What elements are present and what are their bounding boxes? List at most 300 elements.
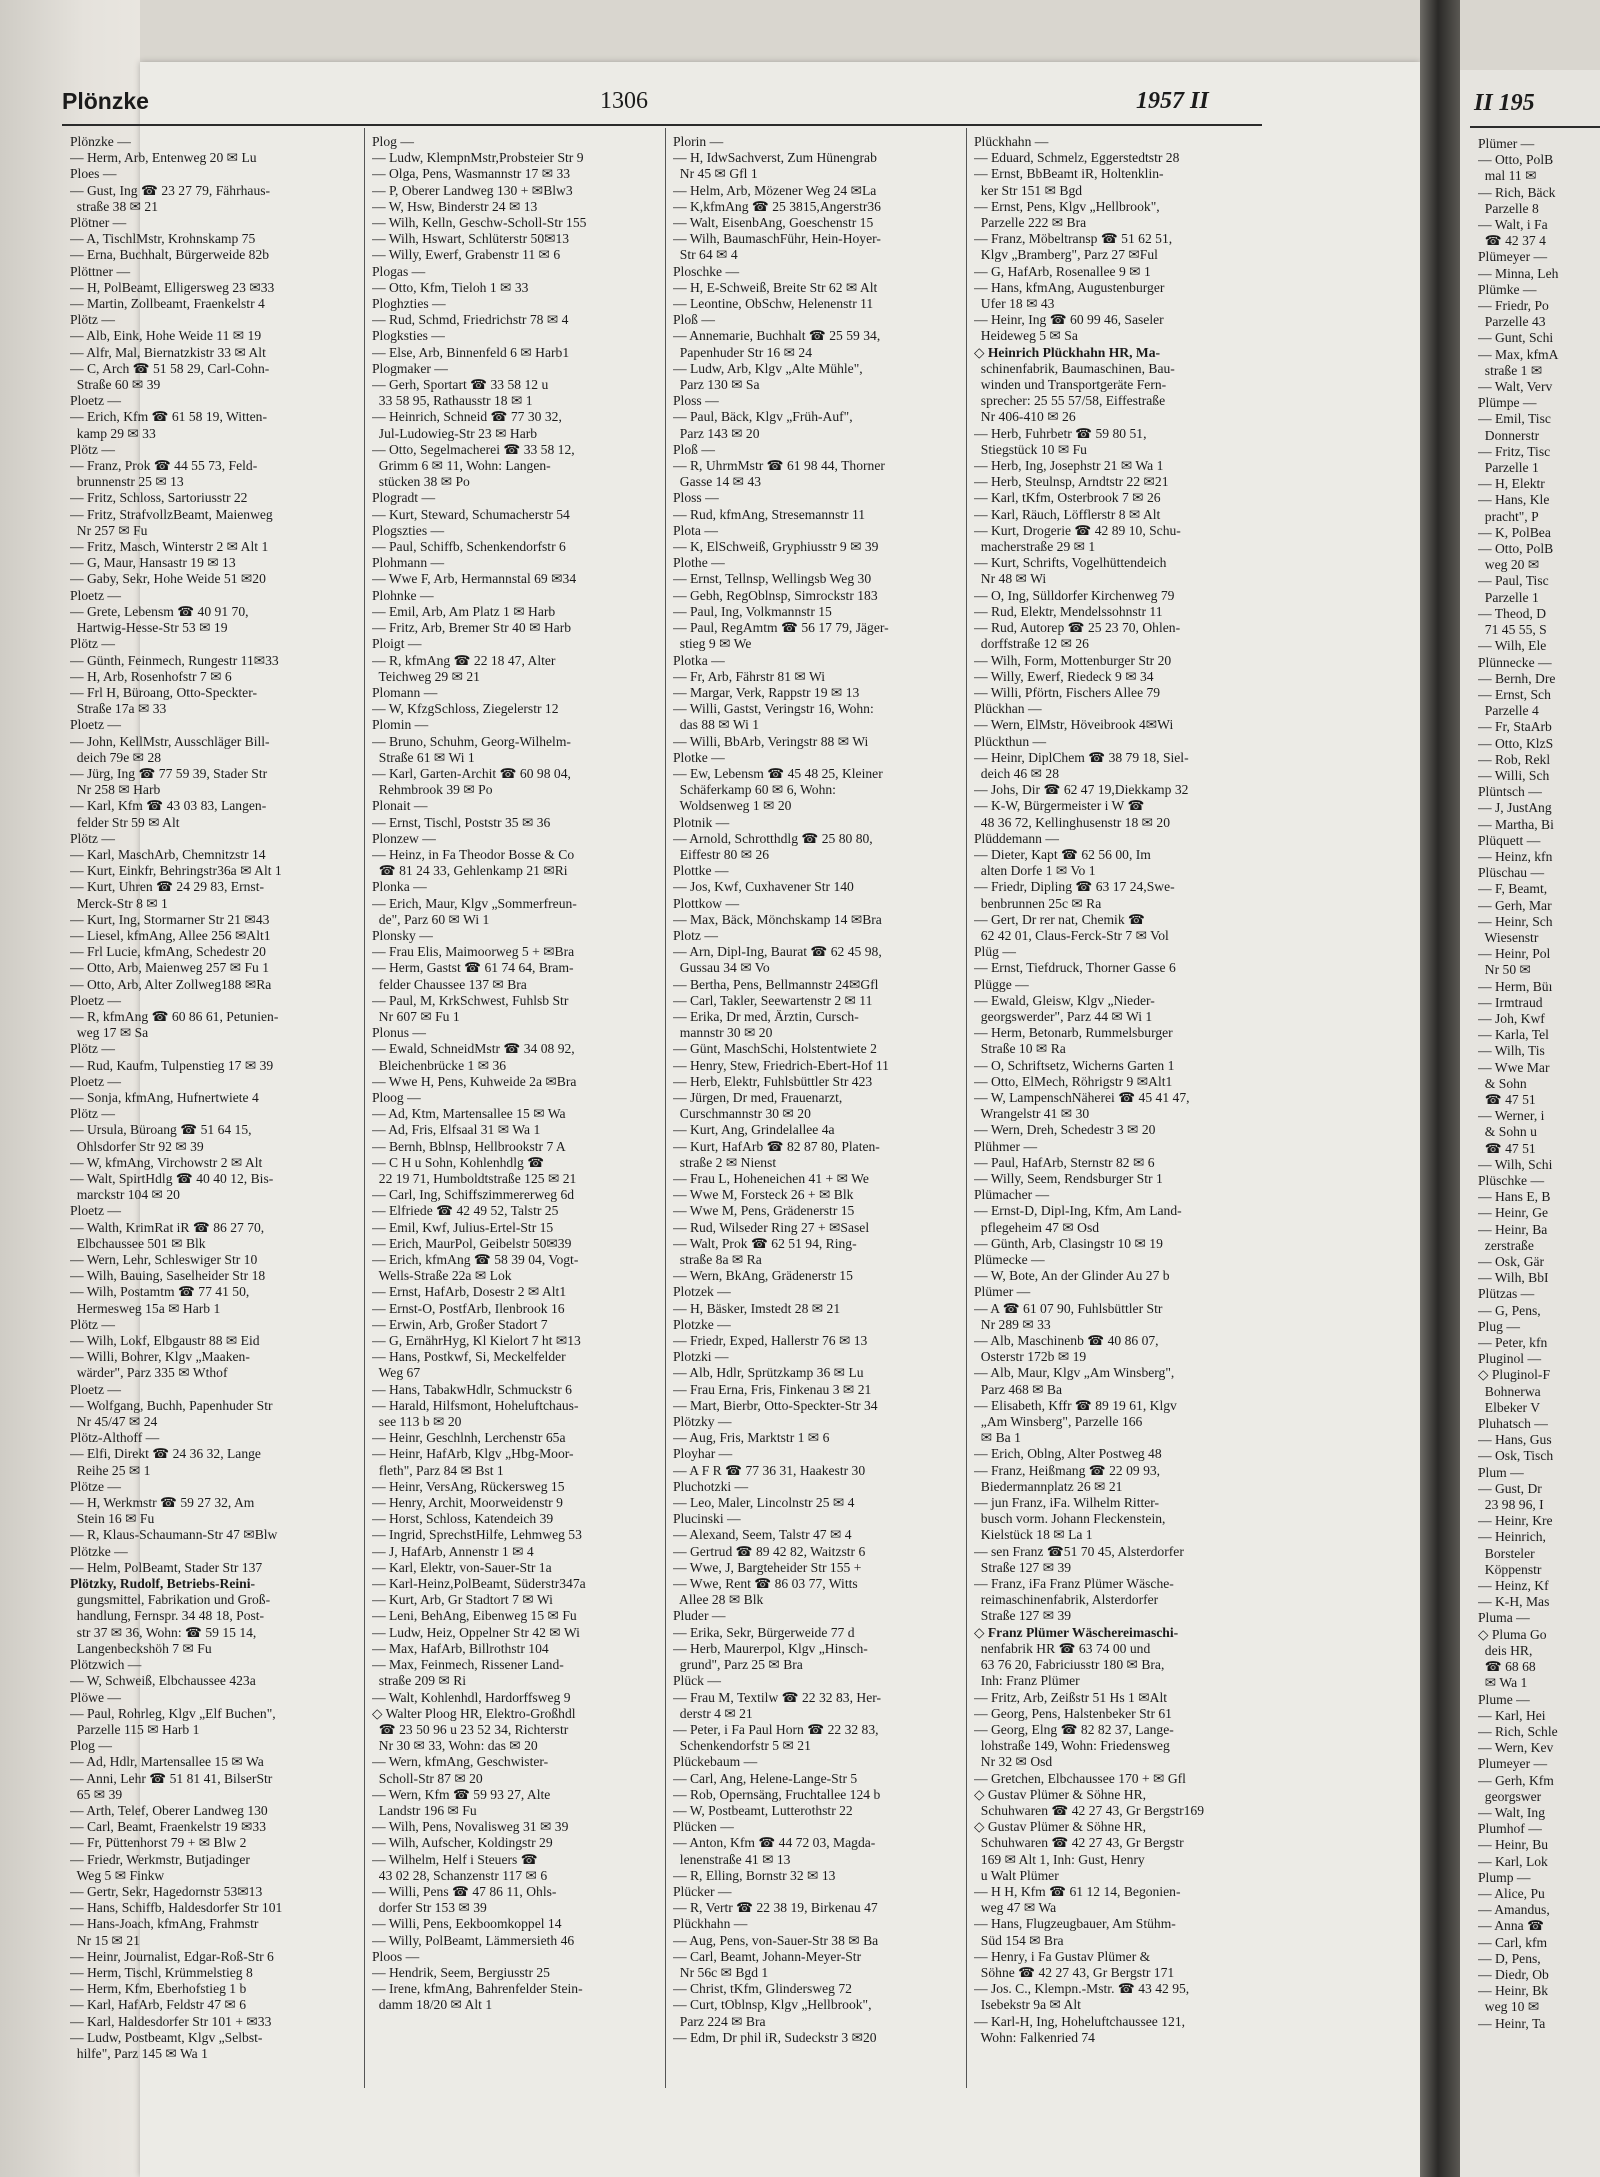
- directory-entry-line: — W, Bote, An der Glinder Au 27 b: [974, 1268, 1170, 1284]
- directory-entry-line: — A F R ☎ 77 36 31, Haakestr 30: [673, 1462, 866, 1478]
- directory-entry-line: Süd 154 ✉ Bra: [974, 1932, 1064, 1948]
- directory-entry-line: Plonait —: [372, 798, 428, 814]
- directory-entry-line: Plötzky —: [673, 1414, 732, 1430]
- directory-entry-line: georgswer: [1478, 1788, 1542, 1804]
- directory-entry-line: — Heinz, Kf: [1478, 1578, 1549, 1594]
- directory-entry-line: Hermesweg 15a ✉ Harb 1: [70, 1300, 221, 1316]
- directory-entry-line: Wohn: Falkenried 74: [974, 2029, 1095, 2045]
- directory-entry-line: & Sohn u: [1478, 1124, 1537, 1140]
- directory-entry-line: grund", Parz 25 ✉ Bra: [673, 1657, 803, 1673]
- directory-entry-line: — John, KellMstr, Ausschläger Bill-: [70, 733, 270, 749]
- directory-entry-line: — Jos, Kwf, Cuxhavener Str 140: [673, 879, 854, 895]
- directory-entry-line: fleth", Parz 84 ✉ Bst 1: [372, 1462, 504, 1478]
- directory-entry-line: — Wwe, Rent ☎ 86 03 77, Witts: [673, 1576, 858, 1592]
- directory-entry-line: Nr 48 ✉ Wi: [974, 571, 1047, 587]
- directory-entry-line: Plönzke —: [70, 134, 131, 149]
- directory-entry-line: — Herb, Fuhrbetr ☎ 59 80 51,: [974, 425, 1147, 441]
- directory-entry-line: — Alb, Maur, Klgv „Am Winsberg",: [974, 1365, 1175, 1381]
- directory-entry-line: Elbchaussee 501 ✉ Blk: [70, 1235, 206, 1251]
- directory-entry-line: — Margar, Verk, Rappstr 19 ✉ 13: [673, 684, 860, 700]
- directory-entry-line: — Paul, M, KrkSchwest, Fuhlsb Str: [372, 992, 569, 1008]
- directory-entry-line: Ploghzties —: [372, 296, 446, 312]
- directory-entry-line: — Erich, MaurPol, Geibelstr 50✉39: [372, 1235, 572, 1251]
- directory-entry-line: — Erich, kfmAng ☎ 58 39 04, Vogt-: [372, 1252, 579, 1268]
- directory-entry-line: kamp 29 ✉ 33: [70, 425, 156, 441]
- directory-entry-line: — Leontine, ObSchw, Helenenstr 11: [673, 296, 874, 312]
- directory-entry-line: — Otto, Segelmacherei ☎ 33 58 12,: [372, 441, 575, 457]
- directory-entry-line: — Alb, Hdlr, Sprützkamp 36 ✉ Lu: [673, 1365, 864, 1381]
- directory-entry-line: — Otto, Arb, Alter Zollweg188 ✉Ra: [70, 976, 272, 992]
- directory-entry-line: — Ludw, KlempnMstr,Probsteier Str 9: [372, 150, 584, 166]
- directory-entry-line: Plückthun —: [974, 733, 1047, 749]
- directory-entry-line: — Erna, Buchhalt, Bürgerweide 82b: [70, 247, 270, 263]
- directory-entry-line: u Walt Plümer: [974, 1867, 1059, 1883]
- directory-entry-line: Parzelle 8: [1478, 200, 1539, 216]
- directory-entry-line: — Wilh, Kelln, Geschw-Scholl-Str 155: [372, 215, 587, 231]
- directory-entry-line: Plogradt —: [372, 490, 436, 506]
- directory-entry-line: — Karl-Heinz,PolBeamt, Süderstr347a: [372, 1576, 586, 1592]
- directory-entry-line: brunnenstr 25 ✉ 13: [70, 474, 184, 490]
- directory-entry-line: Plücken —: [673, 1819, 734, 1835]
- directory-entry-line: — Wern, Kev: [1478, 1740, 1554, 1756]
- directory-entry-line: — Wilh, Hswart, Schlüterstr 50✉13: [372, 231, 570, 247]
- directory-entry-line: — Carl, Ang, Helene-Lange-Str 5: [673, 1770, 858, 1786]
- directory-entry-line: — R, kfmAng ☎ 60 86 61, Petunien-: [70, 1008, 279, 1024]
- directory-entry-line: Plückhahn —: [974, 134, 1049, 149]
- directory-entry-line: — Kurt, Drogerie ☎ 42 89 10, Schu-: [974, 522, 1181, 538]
- directory-entry-line: — Hans-Joach, kfmAng, Frahmstr: [70, 1916, 259, 1932]
- directory-entry-line: — Heinrich,: [1478, 1529, 1546, 1545]
- directory-entry-line: — Alexand, Seem, Talstr 47 ✉ 4: [673, 1527, 852, 1543]
- directory-entry-line: — F, Beamt,: [1478, 881, 1548, 897]
- directory-entry-line: — Wern, Lehr, Schleswiger Str 10: [70, 1252, 258, 1268]
- directory-entry-line: Plonzew —: [372, 830, 436, 846]
- directory-entry-line: Parz 468 ✉ Ba: [974, 1381, 1063, 1397]
- directory-entry-line: — Heinz, kfn: [1478, 848, 1553, 864]
- directory-entry-line: Ploetz —: [70, 1203, 121, 1219]
- directory-entry-line: Parz 224 ✉ Bra: [673, 2013, 766, 2029]
- directory-entry-line: lohstraße 149, Wohn: Friedensweg: [974, 1738, 1170, 1754]
- directory-entry-line: — Karla, Tel: [1478, 1027, 1549, 1043]
- directory-entry-line: Plötz —: [70, 312, 115, 328]
- directory-entry-line: — Heinr, Kre: [1478, 1513, 1553, 1529]
- directory-entry-line: straße 1 ✉: [1478, 362, 1543, 378]
- directory-entry-line: — Walt, Verv: [1478, 379, 1553, 395]
- directory-entry-line: — Herb, Ing, Josephstr 21 ✉ Wa 1: [974, 458, 1164, 474]
- directory-entry-line: schinenfabrik, Baumaschinen, Bau-: [974, 360, 1175, 376]
- directory-entry-line: Plog —: [70, 1738, 112, 1754]
- directory-entry-line: Plota —: [673, 522, 718, 538]
- directory-entry-line: — Ad, Fris, Elfsaal 31 ✉ Wa 1: [372, 1122, 541, 1138]
- directory-entry-line: — Alice, Pu: [1478, 1885, 1545, 1901]
- directory-entry-line: — Fritz, Schloss, Sartoriusstr 22: [70, 490, 248, 506]
- directory-entry-line: — Otto, PolB: [1478, 541, 1554, 557]
- directory-entry-line: Ploes —: [70, 166, 117, 182]
- directory-entry-line: — Ernst, Tiefdruck, Thorner Gasse 6: [974, 960, 1176, 976]
- directory-entry-line: Plogksties —: [372, 328, 445, 344]
- directory-entry-line: — G, Pens,: [1478, 1302, 1541, 1318]
- directory-entry-line: — Wilh, Tis: [1478, 1043, 1545, 1059]
- directory-entry-line: — Osk, Tisch: [1478, 1448, 1554, 1464]
- directory-entry-line: — Otto, ElMech, Röhrigstr 9 ✉Alt1: [974, 1073, 1173, 1089]
- directory-entry-line: — Gunt, Schi: [1478, 330, 1554, 346]
- directory-entry-line: Weg 5 ✉ Finkw: [70, 1867, 165, 1883]
- directory-entry-line: benbrunnen 25c ✉ Ra: [974, 895, 1102, 911]
- directory-entry-line: Inh: Franz Plümer: [974, 1673, 1080, 1689]
- directory-entry-line: Ploß —: [673, 312, 715, 328]
- directory-entry-line: 63 76 20, Fabriciusstr 180 ✉ Bra,: [974, 1657, 1165, 1673]
- directory-entry-line: — Walt, Kohlenhdl, Hardorffsweg 9: [372, 1689, 571, 1705]
- directory-entry-line: — Herm, Betonarb, Rummelsburger: [974, 1025, 1173, 1041]
- directory-entry-line: — K, ElSchweiß, Gryphiusstr 9 ✉ 39: [673, 539, 879, 555]
- directory-entry-line: — C, Arch ☎ 51 58 29, Carl-Cohn-: [70, 360, 270, 376]
- directory-entry-line: — G, ErnährHyg, Kl Kielort 7 ht ✉13: [372, 1333, 581, 1349]
- directory-entry-line: — Kurt, HafArb ☎ 82 87 80, Platen-: [673, 1138, 880, 1154]
- directory-entry-line: ☎ 81 24 33, Gehlenkamp 21 ✉Ri: [372, 863, 568, 879]
- directory-entry-line: — Heinr, Sch: [1478, 913, 1553, 929]
- directory-entry-line: Plug —: [1478, 1318, 1520, 1334]
- directory-entry-line: — Rud, Autorep ☎ 25 23 70, Ohlen-: [974, 620, 1181, 636]
- directory-entry-line: — Elfriede ☎ 42 49 52, Talstr 25: [372, 1203, 559, 1219]
- directory-entry-line: — R, kfmAng ☎ 22 18 47, Alter: [372, 652, 556, 668]
- directory-entry-line: — Johs, Dir ☎ 62 47 19,Diekkamp 32: [974, 782, 1189, 798]
- directory-entry-line: das 88 ✉ Wi 1: [673, 717, 760, 733]
- directory-entry-line: felder Str 59 ✉ Alt: [70, 814, 180, 830]
- adjacent-page: [1460, 70, 1600, 2177]
- directory-entry-line: Plume —: [1478, 1691, 1530, 1707]
- directory-entry-line: Plöwe —: [70, 1689, 121, 1705]
- directory-entry-line: ◇ Franz Plümer Wäschereimaschi-: [974, 1624, 1179, 1640]
- directory-entry-line: — W, Schweiß, Elbchaussee 423a: [70, 1673, 256, 1689]
- directory-entry-line: Stein 16 ✉ Fu: [70, 1511, 155, 1527]
- directory-entry-line: — Willi, Pens, Eekboomkoppel 14: [372, 1916, 562, 1932]
- directory-entry-line: Nr 258 ✉ Harb: [70, 782, 161, 798]
- directory-entry-line: Ploß —: [673, 441, 715, 457]
- directory-entry-line: — Karl, MaschArb, Chemnitzstr 14: [70, 846, 266, 862]
- directory-entry-line: — Henry, Archit, Moorweidenstr 9: [372, 1495, 563, 1511]
- directory-entry-line: — Sonja, kfmAng, Hufnertwiete 4: [70, 1089, 259, 1105]
- directory-entry-line: Plog —: [372, 134, 414, 149]
- directory-entry-line: — Erich, Kfm ☎ 61 58 19, Witten-: [70, 409, 267, 425]
- directory-entry-line: — Herb, Maurerpol, Klgv „Hinsch-: [673, 1640, 868, 1656]
- directory-entry-line: Plotzek —: [673, 1284, 731, 1300]
- directory-entry-line: — H, PolBeamt, Elligersweg 23 ✉33: [70, 279, 275, 295]
- directory-entry-line: — Paul, Tisc: [1478, 573, 1549, 589]
- directory-entry-line: Plötz —: [70, 1316, 115, 1332]
- directory-entry-line: — Hans, Schiffb, Haldesdorfer Str 101: [70, 1900, 283, 1916]
- directory-entry-line: — Gerh, Mar: [1478, 897, 1552, 913]
- directory-entry-line: — Paul, Schiffb, Schenkendorfstr 6: [372, 539, 566, 555]
- directory-entry-line: Osterstr 172b ✉ 19: [974, 1349, 1087, 1365]
- directory-entry-line: Plückhan —: [974, 701, 1042, 717]
- directory-entry-line: Heideweg 5 ✉ Sa: [974, 328, 1078, 344]
- directory-entry-line: — Rud, kfmAng, Stresemannstr 11: [673, 506, 866, 522]
- directory-entry-line: gungsmittel, Fabrikation und Groß-: [70, 1592, 271, 1608]
- directory-entry-line: — Ernst, HafArb, Dosestr 2 ✉ Alt1: [372, 1284, 567, 1300]
- directory-entry-line: — Wilh, Pens, Novalisweg 31 ✉ 39: [372, 1819, 569, 1835]
- directory-entry-line: — Minna, Leh: [1478, 265, 1559, 281]
- directory-entry-line: derstr 4 ✉ 21: [673, 1705, 753, 1721]
- directory-entry-line: Parzelle 115 ✉ Harb 1: [70, 1721, 200, 1737]
- directory-entry-line: Plötzwich —: [70, 1657, 142, 1673]
- directory-entry-line: damm 18/20 ✉ Alt 1: [372, 1997, 493, 2013]
- directory-entry-line: — Irene, kfmAng, Bahrenfelder Stein-: [372, 1981, 583, 1997]
- directory-entry-line: — Erich, Oblng, Alter Postweg 48: [974, 1446, 1162, 1462]
- directory-entry-line: Isebekstr 9a ✉ Alt: [974, 1997, 1081, 2013]
- directory-entry-line: — D, Pens,: [1478, 1950, 1541, 1966]
- directory-entry-line: Straße 17a ✉ 33: [70, 701, 167, 717]
- directory-entry-line: — Wwe Mar: [1478, 1059, 1550, 1075]
- directory-entry-line: — W, KfzgSchloss, Ziegelerstr 12: [372, 701, 559, 717]
- directory-entry-line: — Willy, Ewerf, Riedeck 9 ✉ 34: [974, 668, 1154, 684]
- directory-entry-line: — Aug, Fris, Marktstr 1 ✉ 6: [673, 1430, 830, 1446]
- directory-entry-line: — Bernh, Dre: [1478, 670, 1556, 686]
- directory-entry-line: — Wilh, Bauing, Saselheider Str 18: [70, 1268, 266, 1284]
- directory-entry-line: Parz 130 ✉ Sa: [673, 377, 760, 393]
- directory-entry-line: Nr 257 ✉ Fu: [70, 522, 148, 538]
- directory-entry-line: Biedermannplatz 26 ✉ 21: [974, 1478, 1123, 1494]
- directory-entry-line: — Hans, Postkwf, Si, Meckelfelder: [372, 1349, 566, 1365]
- directory-entry-line: ✉ Wa 1: [1478, 1675, 1528, 1691]
- directory-entry-line: — Hans, Flugzeugbauer, Am Stühm-: [974, 1916, 1176, 1932]
- directory-entry-line: — Hans E, B: [1478, 1189, 1551, 1205]
- directory-entry-line: — Rud, Schmd, Friedrichstr 78 ✉ 4: [372, 312, 569, 328]
- directory-entry-line: — Kurt, Arb, Gr Stadtort 7 ✉ Wi: [372, 1592, 553, 1608]
- directory-entry-line: — K, PolBea: [1478, 524, 1551, 540]
- directory-entry-line: — Fritz, Arb, Bremer Str 40 ✉ Harb: [372, 620, 572, 636]
- directory-entry-line: — jun Franz, iFa. Wilhelm Ritter-: [974, 1495, 1160, 1511]
- directory-entry-line: weg 20 ✉: [1478, 557, 1540, 573]
- directory-entry-line: Nr 607 ✉ Fu 1: [372, 1008, 460, 1024]
- directory-entry-line: — Hans, kfmAng, Augustenburger: [974, 279, 1165, 295]
- directory-entry-line: alten Dorfe 1 ✉ Vo 1: [974, 863, 1096, 879]
- directory-entry-line: — Aug, Pens, von-Sauer-Str 38 ✉ Ba: [673, 1932, 879, 1948]
- directory-entry-line: — Willi, Sch: [1478, 767, 1550, 783]
- directory-entry-line: — Edm, Dr phil iR, Sudeckstr 3 ✉20: [673, 2029, 877, 2045]
- directory-entry-line: Eiffestr 80 ✉ 26: [673, 846, 770, 862]
- directory-entry-line: Landstr 196 ✉ Fu: [372, 1802, 477, 1818]
- directory-entry-line: — Anna ☎: [1478, 1918, 1545, 1934]
- directory-entry-line: — Georg, Elng ☎ 82 82 37, Lange-: [974, 1721, 1174, 1737]
- page-header-name: Plönzke: [62, 88, 149, 114]
- directory-entry-line: — Dieter, Kapt ☎ 62 56 00, Im: [974, 846, 1151, 862]
- directory-entry-line: — Martha, Bi: [1478, 816, 1554, 832]
- directory-entry-line: Pluhatsch —: [1478, 1416, 1548, 1432]
- directory-entry-line: — Frau M, Textilw ☎ 22 32 83, Her-: [673, 1689, 882, 1705]
- directory-entry-line: — Henry, i Fa Gustav Plümer &: [974, 1948, 1151, 1964]
- directory-entry-line: straße 2 ✉ Nienst: [673, 1154, 777, 1170]
- directory-entry-line: — Heinr, HafArb, Klgv „Hbg-Moor-: [372, 1446, 574, 1462]
- adjacent-page-column: [1478, 136, 1600, 2086]
- directory-entry-line: — Wilh, BaumaschFühr, Hein-Hoyer-: [673, 231, 881, 247]
- directory-entry-line: — Heinr, VersAng, Rückersweg 15: [372, 1478, 565, 1494]
- directory-entry-line: — Bruno, Schuhm, Georg-Wilhelm-: [372, 733, 571, 749]
- directory-entry-line: — Ludw, Arb, Klgv „Alte Mühle",: [673, 360, 863, 376]
- directory-entry-line: Ploetz —: [70, 393, 121, 409]
- directory-entry-line: pflegeheim 47 ✉ Osd: [974, 1219, 1100, 1235]
- directory-entry-line: Straße 60 ✉ 39: [70, 377, 161, 393]
- directory-entry-line: — Fritz, StrafvollzBeamt, Maienweg: [70, 506, 273, 522]
- directory-entry-line: — Fritz, Masch, Winterstr 2 ✉ Alt 1: [70, 539, 269, 555]
- directory-entry-line: Papenhuder Str 16 ✉ 24: [673, 344, 813, 360]
- directory-entry-line: Köppenstr: [1478, 1561, 1542, 1577]
- directory-entry-line: winden und Transportgeräte Fern-: [974, 377, 1167, 393]
- directory-entry-line: — Ingrid, SprechstHilfe, Lehmweg 53: [372, 1527, 582, 1543]
- directory-entry-line: — sen Franz ☎51 70 45, Alsterdorfer: [974, 1543, 1184, 1559]
- directory-entry-line: Scholl-Str 87 ✉ 20: [372, 1770, 483, 1786]
- directory-entry-line: — Leo, Maler, Lincolnstr 25 ✉ 4: [673, 1495, 855, 1511]
- directory-entry-line: — Ew, Lebensm ☎ 45 48 25, Kleiner: [673, 765, 883, 781]
- directory-entry-line: — Heinr, Pol: [1478, 946, 1551, 962]
- column-divider: [364, 128, 365, 2088]
- directory-entry-line: — Osk, Gär: [1478, 1254, 1545, 1270]
- directory-entry-line: — Elisabeth, Kffr ☎ 89 19 61, Klgv: [974, 1397, 1177, 1413]
- directory-entry-line: handlung, Fernspr. 34 48 18, Post-: [70, 1608, 265, 1624]
- directory-entry-line: Woldsenweg 1 ✉ 20: [673, 798, 792, 814]
- directory-entry-line: — Paul, Bäck, Klgv „Früh-Auf",: [673, 409, 853, 425]
- directory-entry-line: Plötz —: [70, 441, 115, 457]
- directory-entry-line: — Arth, Telef, Oberer Landweg 130: [70, 1802, 268, 1818]
- directory-entry-line: — G, HafArb, Rosenallee 9 ✉ 1: [974, 263, 1151, 279]
- column-divider: [665, 128, 666, 2088]
- header-rule: [62, 124, 1262, 126]
- directory-entry-line: — Karl, HafArb, Feldstr 47 ✉ 6: [70, 1997, 246, 2013]
- directory-entry-line: Plogas —: [372, 263, 426, 279]
- directory-entry-line: — R, Elling, Bornstr 32 ✉ 13: [673, 1867, 836, 1883]
- directory-entry-line: Pluchotzki —: [673, 1478, 749, 1494]
- directory-entry-line: — H, Elektr: [1478, 476, 1545, 492]
- directory-entry-line: Nr 289 ✉ 33: [974, 1316, 1051, 1332]
- directory-entry-line: ◇ Heinrich Plückhahn HR, Ma-: [974, 344, 1161, 360]
- directory-entry-line: stücken 38 ✉ Po: [372, 474, 470, 490]
- directory-entry-line: — Frau L, Hoheneichen 41 + ✉ We: [673, 1171, 869, 1186]
- directory-entry-line: — Martin, Zollbeamt, Fraenkelstr 4: [70, 296, 265, 312]
- directory-entry-line: Gussau 34 ✉ Vo: [673, 960, 770, 976]
- directory-entry-line: Rehmbrook 39 ✉ Po: [372, 782, 493, 798]
- directory-column-1: [70, 134, 352, 2084]
- directory-entry-line: — Ewald, SchneidMstr ☎ 34 08 92,: [372, 1041, 575, 1057]
- directory-entry-line: Ohlsdorfer Str 92 ✉ 39: [70, 1138, 204, 1154]
- directory-entry-line: — Henry, Stew, Friedrich-Ebert-Hof 11: [673, 1057, 889, 1073]
- directory-entry-line: — Franz, iFa Franz Plümer Wäsche-: [974, 1576, 1174, 1592]
- directory-entry-line: — Heinz, in Fa Theodor Bosse & Co: [372, 846, 575, 862]
- directory-entry-line: — Emil, Arb, Am Platz 1 ✉ Harb: [372, 603, 556, 619]
- directory-entry-line: — Wilhelm, Helf i Steuers ☎: [372, 1851, 538, 1867]
- directory-entry-line: Plonka —: [372, 879, 427, 895]
- directory-entry-line: georgswerder", Parz 44 ✉ Wi 1: [974, 1008, 1153, 1024]
- directory-entry-line: — K,kfmAng ☎ 25 3815,Angerstr36: [673, 198, 881, 214]
- directory-entry-line: — Carl, Ing, Schiffszimmererweg 6d: [372, 1187, 575, 1203]
- directory-entry-line: Ploetz —: [70, 1073, 121, 1089]
- directory-entry-line: Parzelle 1: [1478, 460, 1539, 476]
- directory-entry-line: — Max, Feinmech, Rissener Land-: [372, 1657, 564, 1673]
- directory-entry-line: — W, Hsw, Binderstr 24 ✉ 13: [372, 198, 538, 214]
- directory-entry-line: Pluma —: [1478, 1610, 1530, 1626]
- directory-entry-line: — Karl, Lok: [1478, 1853, 1548, 1869]
- directory-entry-line: — W, LampenschNäherei ☎ 45 41 47,: [974, 1089, 1190, 1105]
- directory-entry-line: — Friedr, Dipling ☎ 63 17 24,Swe-: [974, 879, 1175, 895]
- directory-entry-line: Schuhwaren ☎ 42 27 43, Gr Bergstr169: [974, 1802, 1204, 1818]
- directory-entry-line: — Olga, Pens, Wasmannstr 17 ✉ 33: [372, 166, 571, 182]
- directory-entry-line: Plümpe —: [1478, 395, 1537, 411]
- directory-entry-line: see 113 b ✉ 20: [372, 1414, 462, 1430]
- directory-entry-line: — Wwe M, Forsteck 26 + ✉ Blk: [673, 1187, 854, 1203]
- directory-entry-line: — O, Schriftsetz, Wicherns Garten 1: [974, 1057, 1175, 1073]
- directory-entry-line: de", Parz 60 ✉ Wi 1: [372, 911, 490, 927]
- directory-entry-line: Plüntsch —: [1478, 784, 1542, 800]
- directory-entry-line: — Franz, Prok ☎ 44 55 73, Feld-: [70, 458, 258, 474]
- directory-entry-line: — Christ, tKfm, Glindersweg 72: [673, 1981, 852, 1997]
- directory-entry-line: — C H u Sohn, Kohlenhdlg ☎: [372, 1154, 545, 1170]
- directory-entry-line: — Willi, Bohrer, Klgv „Maaken-: [70, 1349, 250, 1365]
- directory-entry-line: — Wilh, Aufscher, Koldingstr 29: [372, 1835, 553, 1851]
- directory-entry-line: — Fr, Arb, Fährstr 81 ✉ Wi: [673, 668, 826, 684]
- directory-entry-line: — Rich, Bäck: [1478, 184, 1556, 200]
- directory-entry-line: — Max, kfmA: [1478, 346, 1559, 362]
- directory-entry-line: Plügge —: [974, 976, 1029, 992]
- directory-entry-line: — O, Ing, Sülldorfer Kirchenweg 79: [974, 587, 1175, 603]
- directory-entry-line: 65 ✉ 39: [70, 1786, 123, 1802]
- directory-entry-line: Plötzke —: [70, 1543, 128, 1559]
- directory-entry-line: Schenkendorfstr 5 ✉ 21: [673, 1738, 811, 1754]
- directory-entry-line: Plötzky, Rudolf, Betriebs-Reini-: [70, 1576, 256, 1592]
- directory-entry-line: Kielstück 18 ✉ La 1: [974, 1527, 1093, 1543]
- directory-entry-line: Ploigt —: [372, 636, 422, 652]
- directory-entry-line: Parzelle 222 ✉ Bra: [974, 215, 1087, 231]
- directory-entry-line: Plonus —: [372, 1025, 427, 1041]
- directory-entry-line: — Alb, Maschinenb ☎ 40 86 07,: [974, 1333, 1159, 1349]
- directory-entry-line: mal 11 ✉: [1478, 168, 1537, 184]
- directory-entry-line: — Werner, i: [1478, 1108, 1545, 1124]
- directory-entry-line: Plöttner —: [70, 263, 131, 279]
- directory-entry-line: — Rud, Wilseder Ring 27 + ✉Sasel: [673, 1219, 870, 1235]
- page-header-year-part: 1957 II: [1136, 88, 1209, 114]
- directory-entry-line: deich 46 ✉ 28: [974, 765, 1060, 781]
- directory-entry-line: — Rud, Kaufm, Tulpenstieg 17 ✉ 39: [70, 1057, 274, 1073]
- directory-entry-line: — Heinr, Journalist, Edgar-Roß-Str 6: [70, 1948, 274, 1964]
- directory-entry-line: — Herb, Elektr, Fuhlsbüttler Str 423: [673, 1073, 873, 1089]
- directory-entry-line: — Heinr, Ba: [1478, 1221, 1548, 1237]
- directory-entry-line: Merck-Str 8 ✉ 1: [70, 895, 168, 911]
- directory-entry-line: — R, Vertr ☎ 22 38 19, Birkenau 47: [673, 1900, 878, 1916]
- directory-entry-line: Plötze —: [70, 1478, 121, 1494]
- directory-entry-line: Plück —: [673, 1673, 721, 1689]
- directory-entry-line: Teichweg 29 ✉ 21: [372, 668, 480, 684]
- directory-entry-line: — Ernst, BbBeamt iR, Holtenklin-: [974, 166, 1164, 182]
- directory-entry-line: Plohmann —: [372, 555, 445, 571]
- directory-entry-line: — Willy, Ewerf, Grabenstr 11 ✉ 6: [372, 247, 561, 263]
- directory-entry-line: — Gertr, Sekr, Hagedornstr 53✉13: [70, 1883, 263, 1899]
- directory-entry-line: — Gust, Dr: [1478, 1480, 1542, 1496]
- directory-entry-line: — Helm, PolBeamt, Stader Str 137: [70, 1559, 263, 1575]
- directory-entry-line: weg 47 ✉ Wa: [974, 1900, 1057, 1916]
- directory-entry-line: — Paul, Rohrleg, Klgv „Elf Buchen",: [70, 1705, 276, 1721]
- directory-entry-line: — Otto, Arb, Maienweg 257 ✉ Fu 1: [70, 960, 270, 976]
- directory-entry-line: — Ludw, Heiz, Oppelner Str 42 ✉ Wi: [372, 1624, 580, 1640]
- directory-entry-line: — Heinr, Geschlnh, Lerchenstr 65a: [372, 1430, 566, 1446]
- directory-entry-line: — Mart, Bierbr, Otto-Speckter-Str 34: [673, 1397, 878, 1413]
- directory-entry-line: Ploog —: [372, 1089, 421, 1105]
- directory-entry-line: Allee 28 ✉ Blk: [673, 1592, 764, 1608]
- directory-entry-line: Bleichenbrücke 1 ✉ 36: [372, 1057, 507, 1073]
- directory-entry-line: Wiesenstr: [1478, 929, 1539, 945]
- directory-entry-line: Plötz —: [70, 830, 115, 846]
- directory-entry-line: — Willi, BbArb, Veringstr 88 ✉ Wi: [673, 733, 869, 749]
- directory-entry-line: marckstr 104 ✉ 20: [70, 1187, 180, 1203]
- directory-entry-line: — Friedr, Exped, Hallerstr 76 ✉ 13: [673, 1333, 868, 1349]
- directory-entry-line: ◇ Gustav Plümer & Söhne HR,: [974, 1786, 1147, 1802]
- directory-entry-line: — Ernst, Sch: [1478, 686, 1551, 702]
